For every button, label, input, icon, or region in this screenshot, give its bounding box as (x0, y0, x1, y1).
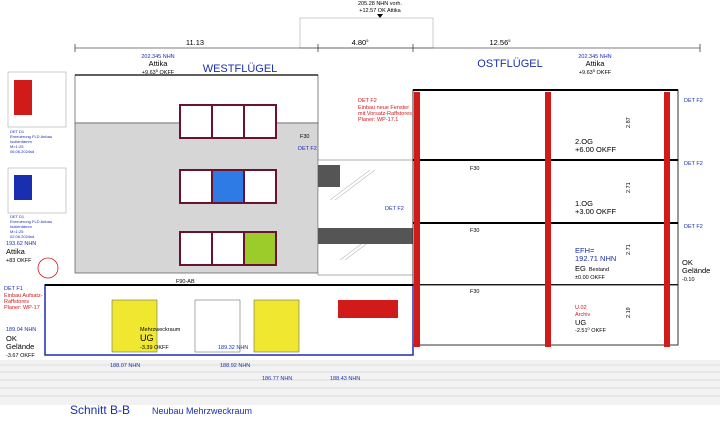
east-attika-nhn: 202.345 NHN (578, 54, 612, 60)
det-f2-text3: Planer: WP-17.1 (358, 117, 399, 123)
connector-window-2 (318, 228, 413, 244)
svg-text:Erneuerung FLD Anbau: Erneuerung FLD Anbau (10, 134, 53, 139)
det-left-mid-1: DET F2 (298, 146, 317, 152)
svg-text:M=1:25: M=1:25 (10, 144, 24, 149)
dim-mid: 4.80$^5$ (351, 38, 369, 47)
attika-outline (300, 18, 433, 48)
det-f1-text1: Einbau Aufsatz- (4, 293, 43, 299)
ridge-marker (377, 14, 383, 18)
left-ok-nhn: 189.04 NHN (6, 327, 37, 333)
f30-label-2: F30 (470, 166, 480, 172)
west-window-row-2 (180, 170, 276, 203)
ground-hatch (0, 360, 720, 405)
left-ok-label: OK (6, 334, 17, 343)
basement-label: Mehrzweckraum (140, 327, 181, 333)
basement-level-d: 188.43 NHN (330, 376, 361, 382)
east-efh-label: EFH= (575, 246, 595, 255)
dim-west: 11.13 (185, 38, 205, 47)
det-f1-text2: Raffstores (4, 299, 29, 305)
det-f2-text1: Einbau neue Fenster (358, 105, 410, 111)
east-attika-label: Attika (585, 59, 605, 68)
f30-label-3: F30 (470, 228, 480, 234)
det-right-2: DET F2 (684, 161, 703, 167)
east-2og-label: 2.OG (575, 137, 593, 146)
basement-level-a: 188.07 NHN (110, 363, 141, 369)
basement-level-e: 189.32 NHN (218, 345, 249, 351)
svg-text:Isolierdämm: Isolierdämm (10, 139, 32, 144)
footer-title: Schnitt B-B (70, 403, 131, 417)
left-ok-okff: -3.67 OKFF (6, 353, 35, 359)
ceiling-dim-4: 2.19 (626, 307, 632, 318)
det-f1-text3: Planer: WP-17 (4, 305, 40, 311)
connector-window-1 (318, 165, 340, 187)
ceiling-dim-1: 2.87 (626, 117, 632, 128)
east-1og-label: 1.OG (575, 199, 593, 208)
svg-text:Isolierdämm: Isolierdämm (10, 224, 32, 229)
basement-level-b: 188.92 NHN (220, 363, 251, 369)
west-attika-label: Attika (148, 59, 168, 68)
east-efh-nhn: 192.71 NHN (575, 254, 617, 263)
f30-label-1: F30 (300, 134, 310, 140)
ridge-level: 205.28 NHN vorh. (357, 1, 403, 7)
f30-label-4: F30 (470, 289, 480, 295)
west-title: WESTFLÜGEL (202, 63, 278, 75)
east-ug-archiv: Archiv (575, 312, 591, 318)
west-attika-okff: $+9.63^5$ OKFF (141, 68, 175, 76)
svg-text:M=1:25: M=1:25 (10, 229, 24, 234)
svg-text:DET D1: DET D1 (10, 129, 25, 134)
east-2og-okff: +6.00 OKFF (575, 145, 617, 154)
east-title: OSTFLÜGEL (477, 58, 543, 70)
svg-text:Erneuerung FLD Anbau: Erneuerung FLD Anbau (10, 219, 53, 224)
basement-ug-label: UG (140, 333, 154, 343)
left-attika-label: Attika (6, 247, 25, 256)
east-ok-label: OK (682, 258, 693, 267)
left-attika-nhn: 193.62 NHN (6, 241, 37, 247)
east-ok-value: -0.10 (682, 277, 695, 283)
svg-text:02.06.2024sd: 02.06.2024sd (10, 234, 35, 239)
left-attika-okff: +83 OKFF (6, 258, 32, 264)
dim-east: 12.56$^5$ (489, 38, 511, 47)
east-ok-gelaende: Gelände (682, 266, 711, 275)
east-eg-okff: ±0.00 OKFF (575, 275, 605, 281)
svg-text:DET D1: DET D1 (10, 214, 25, 219)
basement-yellow-door-2 (254, 300, 299, 352)
ceiling-dim-2: 2.71 (626, 182, 632, 193)
east-attika-okff: $+9.63^5$ OKFF (578, 68, 612, 76)
footer-subtitle: Neubau Mehrzweckraum (152, 406, 253, 416)
det-f1-label: DET F1 (4, 286, 23, 292)
east-ug-okff: -2.51$^0$ OKFF (575, 326, 606, 334)
east-ug-label: UG (575, 318, 587, 327)
detail-d1-red-1 (14, 80, 32, 115)
det-right-1: DET F2 (684, 98, 703, 104)
det-f2-text2: mit Vorsatz-Raffstores (358, 111, 412, 117)
east-eg-label: EG Bestand (575, 264, 610, 273)
detail-callout-circle (38, 258, 58, 278)
det-right-3: DET F2 (684, 224, 703, 230)
east-ug-tag: U.02 (575, 305, 587, 311)
ceiling-dim-3: 2.71 (626, 244, 632, 255)
basement-roof-label: F90-AB (176, 279, 195, 285)
west-window-row-1 (180, 105, 276, 138)
det-left-mid-2: DET F2 (385, 206, 404, 212)
svg-text:06.06.2024sd: 06.06.2024sd (10, 149, 35, 154)
left-ok-gelaende: Gelände (6, 342, 35, 351)
west-window-row-3 (180, 232, 276, 265)
ridge-okff: +12.57 OK Attika (359, 8, 401, 14)
detail-d1-blue-2 (14, 175, 32, 200)
basement-red-unit (338, 300, 398, 318)
det-f2-label: DET F2 (358, 98, 377, 104)
east-1og-okff: +3.00 OKFF (575, 207, 617, 216)
basement-ug-okff: -3.39 OKFF (140, 345, 169, 351)
west-attika-nhn: 202.345 NHN (141, 54, 175, 60)
detail-1-caption (10, 129, 52, 154)
detail-2-caption (10, 214, 52, 239)
basement-level-c: 186.77 NHN (262, 376, 293, 382)
